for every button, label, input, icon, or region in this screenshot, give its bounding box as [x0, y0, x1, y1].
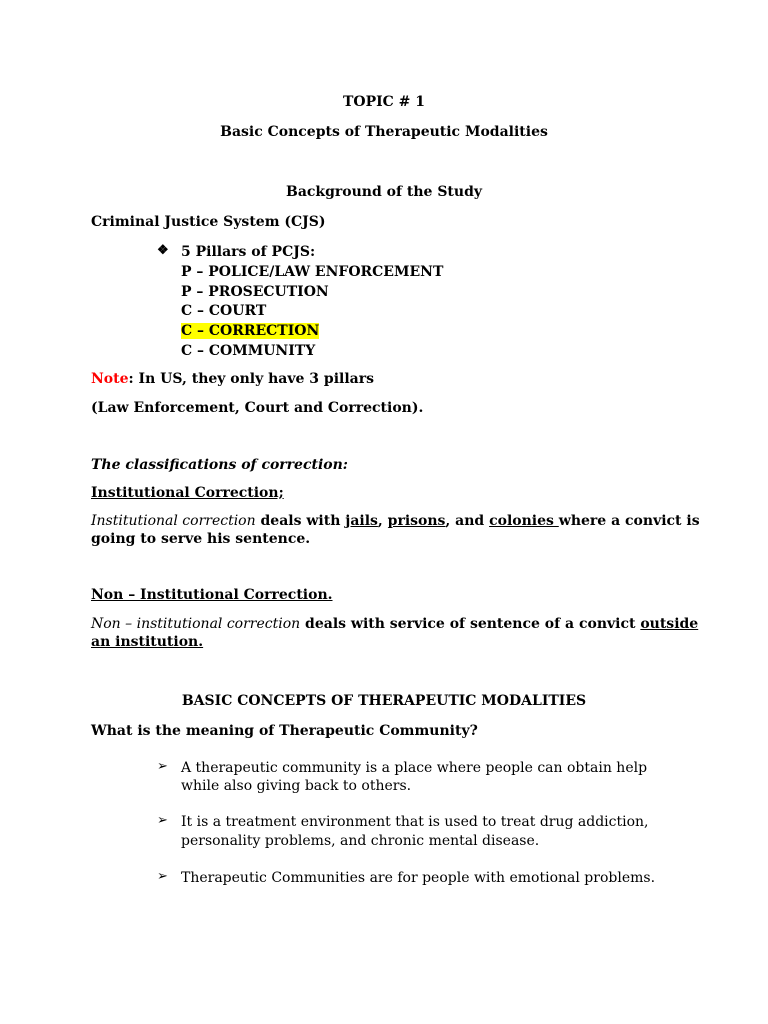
prisons-word: prisons	[387, 513, 446, 529]
text-span: deals with	[255, 513, 346, 529]
jails-word: jails	[345, 513, 378, 529]
note-line	[91, 370, 374, 388]
modalities-heading: BASIC CONCEPTS OF THERAPEUTIC MODALITIES	[181, 693, 587, 709]
note-label: Note	[91, 371, 129, 387]
arrow-bullet-icon: ➢	[157, 869, 168, 884]
arrow-bullet-icon: ➢	[157, 813, 168, 828]
institutional-heading: Institutional Correction;	[91, 485, 284, 501]
note-continuation: (Law Enforcement, Court and Correction).	[91, 400, 424, 416]
pillar-item: P – POLICE/LAW ENFORCEMENT	[181, 264, 444, 280]
non-institutional-term: Non – institutional correction	[91, 616, 301, 632]
background-heading: Background of the Study	[286, 184, 482, 200]
institutional-term: Institutional correction	[91, 513, 256, 529]
arrow-bullet-icon: ➢	[157, 759, 168, 774]
answer-2-line1: It is a treatment environment that is used to treat drug addiction,	[181, 814, 649, 830]
diamond-bullet-icon: ❖	[157, 243, 169, 258]
note-text: : In US, they only have 3 pillars	[128, 371, 374, 387]
text-span: ,	[377, 513, 388, 529]
text-span: deals with service of sentence of a convict	[300, 616, 641, 632]
pillar-item: P – PROSECUTION	[181, 284, 329, 300]
non-institutional-paragraph-line2: an institution.	[91, 634, 204, 650]
answer-1-line2: while also giving back to others.	[181, 778, 412, 794]
outside-word: outside	[640, 616, 699, 632]
question-heading: What is the meaning of Therapeutic Community?	[91, 723, 478, 739]
pillars-heading: 5 Pillars of PCJS:	[181, 244, 316, 260]
answer-3-line1: Therapeutic Communities are for people with emotional problems.	[181, 870, 656, 886]
colonies-word: colonies	[489, 513, 559, 529]
cjs-heading: Criminal Justice System (CJS)	[91, 214, 326, 230]
text-span: , and	[445, 513, 490, 529]
answer-2-line2: personality problems, and chronic mental disease.	[181, 833, 540, 849]
classifications-heading: The classifications of correction:	[91, 457, 348, 473]
non-institutional-heading: Non – Institutional Correction.	[91, 587, 333, 603]
pillar-item-highlighted	[181, 322, 319, 340]
pillar-item: C – COMMUNITY	[181, 343, 316, 359]
topic-heading: TOPIC # 1	[342, 94, 426, 110]
institutional-paragraph-line2: going to serve his sentence.	[91, 531, 311, 547]
highlighted-text: C – CORRECTION	[181, 323, 320, 339]
text-span: where a convict is	[558, 513, 700, 529]
institutional-paragraph-line1	[91, 512, 700, 530]
non-institutional-paragraph-line1	[91, 615, 698, 633]
answer-1-line1: A therapeutic community is a place where people can obtain help	[181, 760, 648, 776]
pillar-item: C – COURT	[181, 303, 267, 319]
page-title: Basic Concepts of Therapeutic Modalities	[220, 124, 548, 140]
